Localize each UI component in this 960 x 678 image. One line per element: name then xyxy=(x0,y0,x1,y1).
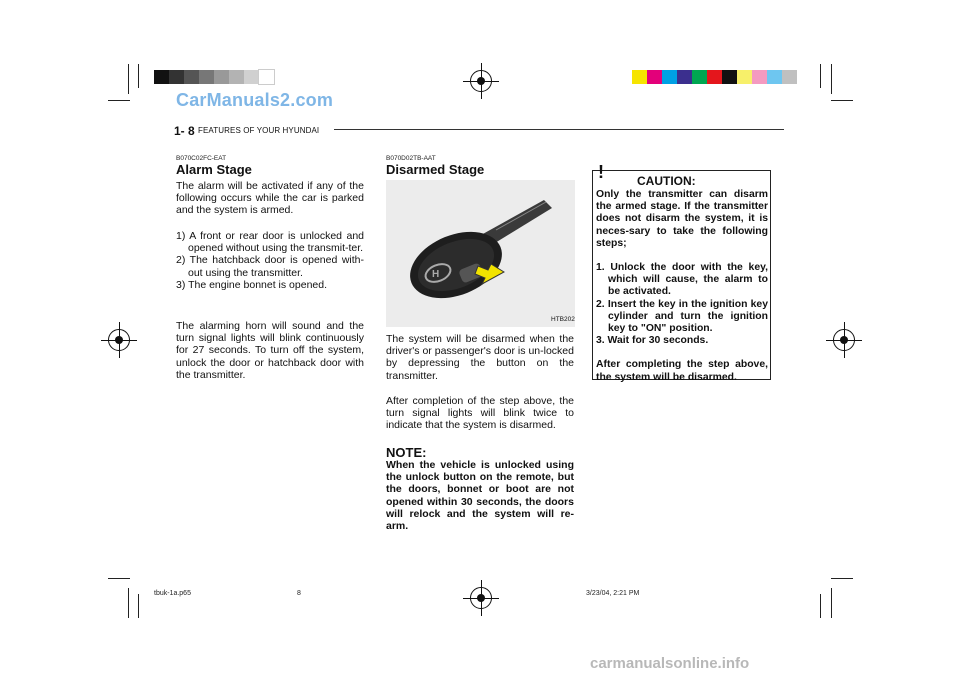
list-item: 2) The hatchback door is opened with-out using the transmitter. xyxy=(176,254,364,279)
alarm-outro: The alarming horn will sound and the turn signal lights will blink continuously for 27 seconds. To turn off the system, unlock the door or hatchback door with the transmitter. xyxy=(176,320,364,381)
color-swatch xyxy=(647,70,662,84)
alarm-conditions-list xyxy=(176,230,364,291)
alarm-intro: The alarm will be activated if any of the following occurs while the car is parked and the system is armed. xyxy=(176,180,364,217)
list-item: 1) A front or rear door is unlocked and opened without using the transmit-ter. xyxy=(176,230,364,255)
color-swatch xyxy=(692,70,707,84)
caution-outro: After completing the step above, the system will be disarmed. xyxy=(596,359,768,383)
color-swatch xyxy=(244,70,259,84)
note-body: When the vehicle is unlocked using the unlock button on the remote, but the doors, bonnet or boot are not opened within 30 seconds, the doors will relock and the system will re-arm. xyxy=(386,459,574,533)
crop-mark xyxy=(138,594,139,618)
caution-body xyxy=(596,189,768,384)
color-swatch xyxy=(154,70,169,84)
registration-mark xyxy=(108,329,130,351)
registration-mark xyxy=(470,587,492,609)
page-number: 1- 8 xyxy=(174,124,195,138)
watermark-logo[interactable]: CarManuals2.com xyxy=(176,90,334,110)
color-swatch xyxy=(662,70,677,84)
svg-text:H: H xyxy=(432,269,440,280)
color-swatch xyxy=(722,70,737,84)
disarm-confirmation: After completion of the step above, the turn signal lights will blink twice to indicate that the system is disarmed. xyxy=(386,395,574,432)
crop-mark xyxy=(831,64,832,94)
color-swatch xyxy=(737,70,752,84)
list-item: 3) The engine bonnet is opened. xyxy=(176,278,328,291)
caution-step: 1. Unlock the door with the key, which will cause, the alarm to be activated. xyxy=(596,262,768,298)
crop-mark xyxy=(108,100,130,101)
crop-mark xyxy=(831,578,853,579)
color-swatch xyxy=(259,70,274,84)
color-swatch xyxy=(632,70,647,84)
warning-icon: ! xyxy=(598,162,604,182)
key-transmitter-icon xyxy=(386,180,575,327)
color-swatch xyxy=(767,70,782,84)
crop-mark xyxy=(820,64,821,88)
section-code: B070C02FC-EAT xyxy=(176,155,227,162)
section-heading: Alarm Stage xyxy=(176,162,252,177)
caution-step: 3. Wait for 30 seconds. xyxy=(596,335,709,347)
section-code: B070D02TB-AAT xyxy=(386,155,436,162)
key-transmitter-illustration xyxy=(386,180,575,327)
footer-page: 8 xyxy=(297,590,301,597)
color-swatch xyxy=(782,70,797,84)
registration-mark xyxy=(470,70,492,92)
note-title: NOTE: xyxy=(386,445,427,460)
caution-step: 2. Insert the key in the ignition key cylinder and turn the ignition key to "ON" position. xyxy=(596,298,768,335)
registration-mark xyxy=(833,329,855,351)
color-swatch xyxy=(677,70,692,84)
footer-filename: tbuk-1a.p65 xyxy=(154,590,191,597)
color-swatch xyxy=(752,70,767,84)
crop-mark xyxy=(128,64,129,94)
crop-mark xyxy=(831,100,853,101)
color-swatch xyxy=(707,70,722,84)
caution-intro: Only the transmitter can disarm the armed stage. If the transmitter does not disarm the system, it is neces-sary to take the following steps; xyxy=(596,189,768,249)
crop-mark xyxy=(831,588,832,618)
header-rule xyxy=(334,129,784,130)
crop-mark xyxy=(820,594,821,618)
color-swatch xyxy=(214,70,229,84)
disarm-paragraph: The system will be disarmed when the driver's or passenger's door is un-locked by depressing the button on the transmitter. xyxy=(386,333,574,382)
section-title: FEATURES OF YOUR HYUNDAI xyxy=(198,126,320,135)
footer-timestamp: 3/23/04, 2:21 PM xyxy=(586,590,640,597)
figure-label: HTB202 xyxy=(551,316,575,323)
section-heading: Disarmed Stage xyxy=(386,162,485,177)
color-swatch xyxy=(229,70,244,84)
color-swatch xyxy=(199,70,214,84)
crop-mark xyxy=(108,578,130,579)
bottom-watermark[interactable]: carmanualsonline.info xyxy=(590,655,750,672)
caution-title: CAUTION: xyxy=(637,174,696,188)
color-swatch xyxy=(184,70,199,84)
crop-mark xyxy=(128,588,129,618)
color-swatch xyxy=(169,70,184,84)
crop-mark xyxy=(138,64,139,88)
